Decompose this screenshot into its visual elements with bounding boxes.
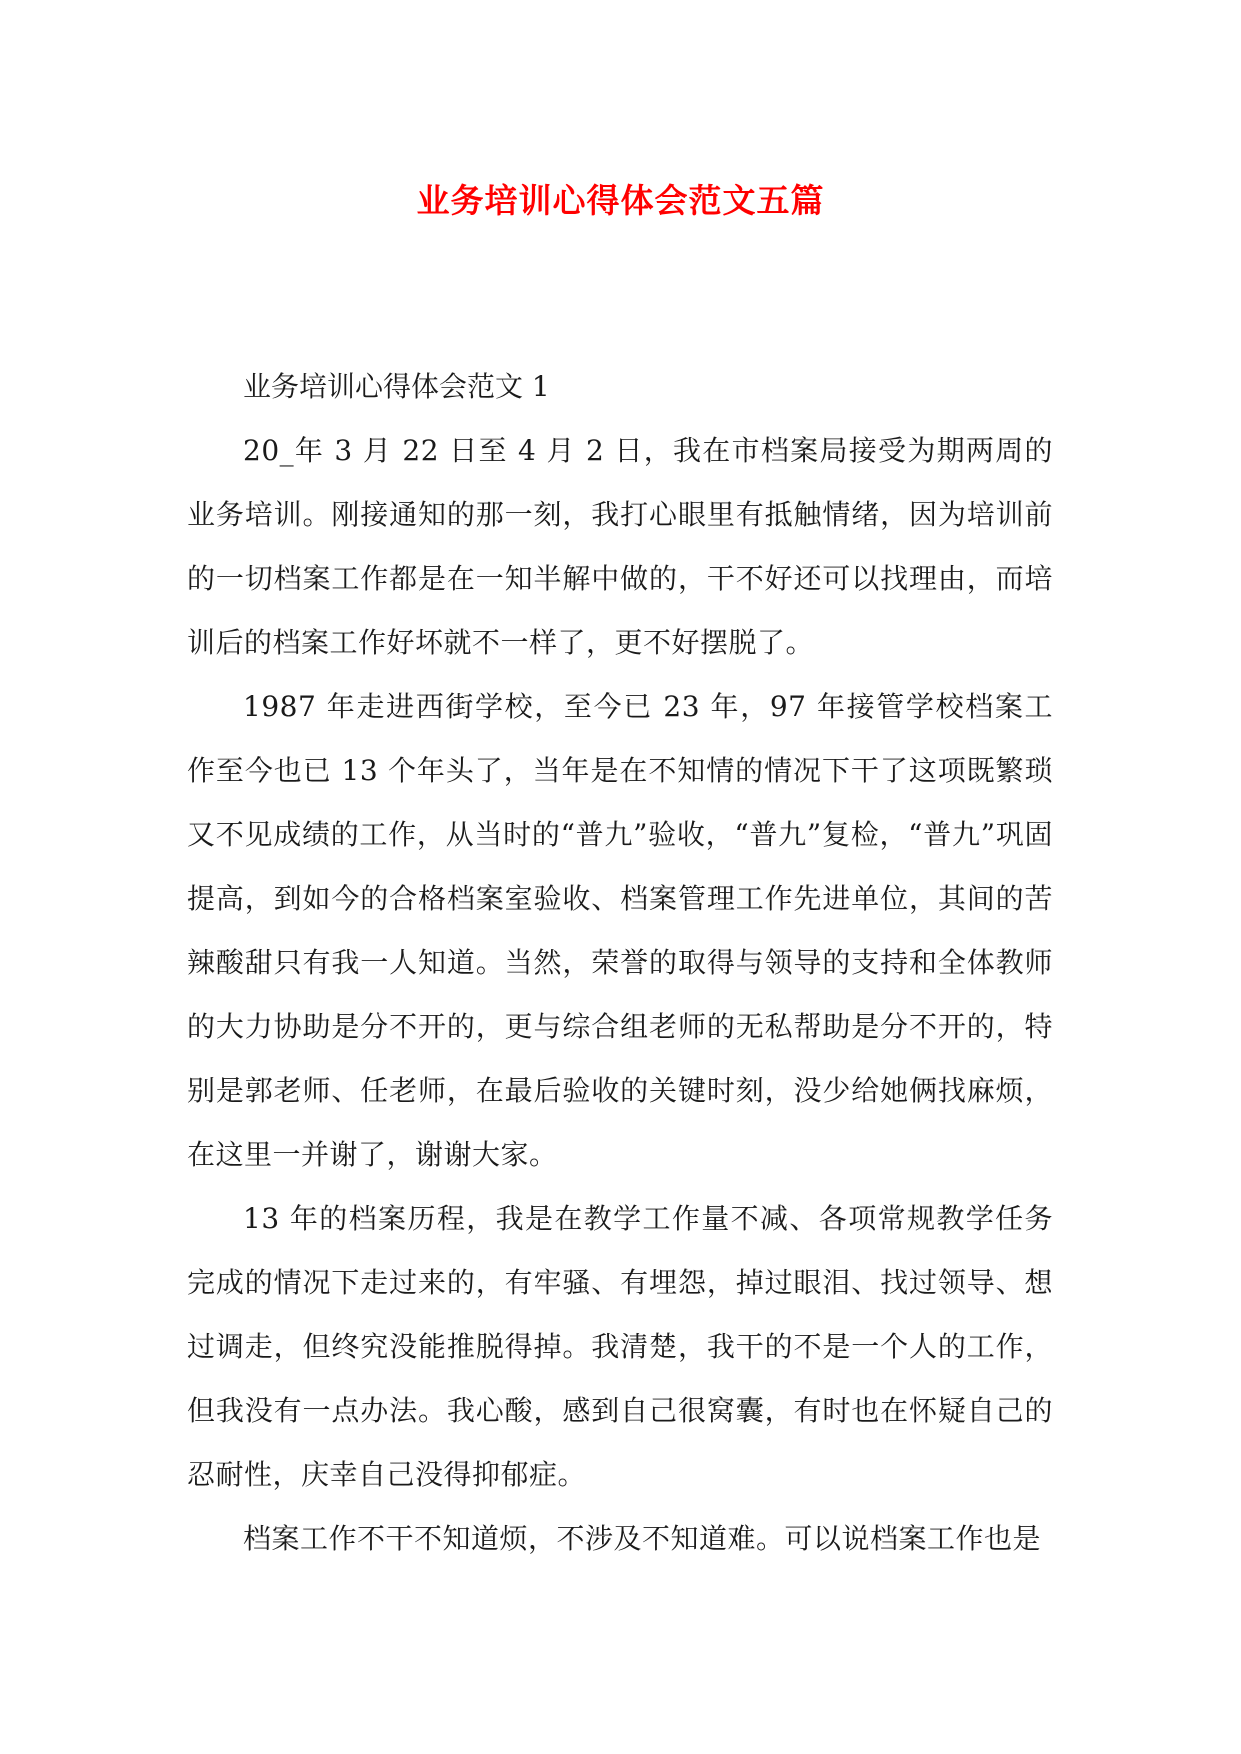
paragraph-2: 1987 年走进西街学校，至今已 23 年，97 年接管学校档案工作至今也已 13 个年头了，当年是在不知情的情况下干了这项既繁琐又不见成绩的工作，从当时的“普九”验收，“普九”复检，“普九”巩固提高，到如今的合格档案室验收、档案管理工作先进单位，其间的苦辣酸甜只有我一人知道。当然，荣誉的取得与领导的支持和全体教师的大力协助是分不开的，更与综合组老师的无私帮助是分不开的，特别是郭老师、任老师，在最后验收的关键时刻，没少给她俩找麻烦，在这里一并谢了，谢谢大家。 bbox=[187, 690, 1053, 1171]
paragraph-4: 档案工作不干不知道烦，不涉及不知道难。可以说档案工作也是 bbox=[243, 1522, 1042, 1555]
document-body bbox=[187, 355, 1053, 1571]
document-title: 业务培训心得体会范文五篇 bbox=[416, 181, 825, 221]
section-heading: 业务培训心得体会范文 1 bbox=[243, 370, 550, 403]
paragraph-1: 20_年 3 月 22 日至 4 月 2 日，我在市档案局接受为期两周的业务培训。刚接通知的那一刻，我打心眼里有抵触情绪，因为培训前的一切档案工作都是在一知半解中做的，干不好还可以找理由，而培训后的档案工作好坏就不一样了，更不好摆脱了。 bbox=[187, 434, 1053, 659]
paragraph-3: 13 年的档案历程，我是在教学工作量不减、各项常规教学任务完成的情况下走过来的，有牢骚、有埋怨，掉过眼泪、找过领导、想过调走，但终究没能推脱得掉。我清楚，我干的不是一个人的工作，但我没有一点办法。我心酸，感到自己很窝囊，有时也在怀疑自己的忍耐性，庆幸自己没得抑郁症。 bbox=[187, 1202, 1053, 1491]
